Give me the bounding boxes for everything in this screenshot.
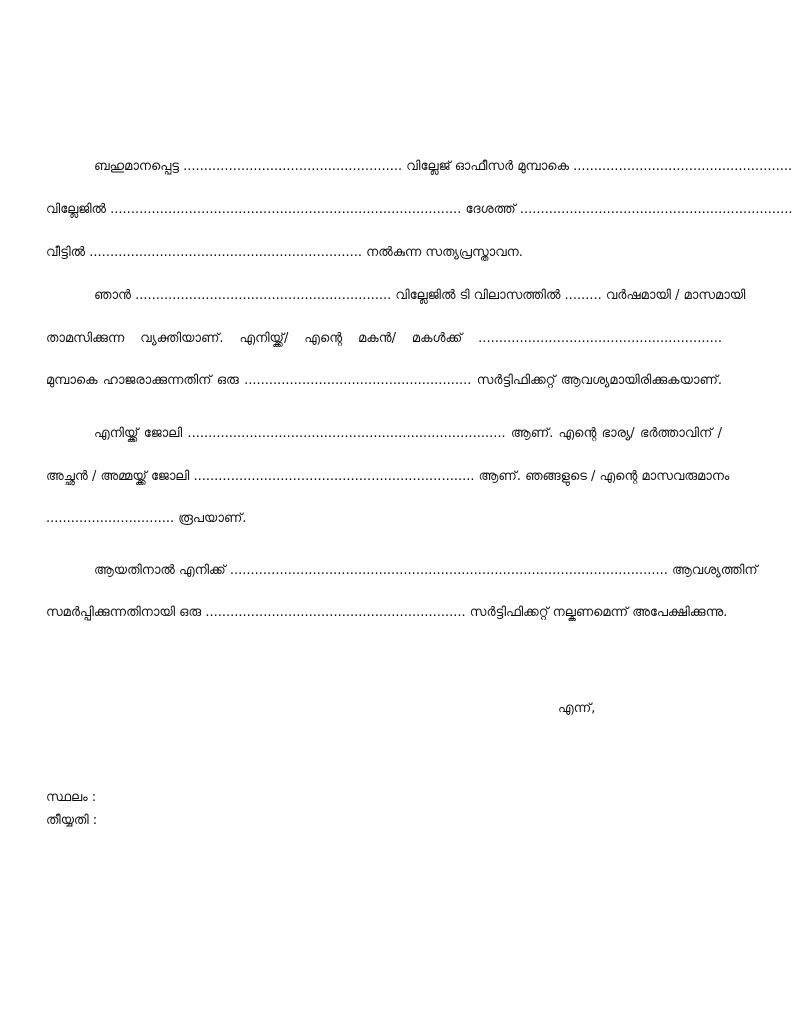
place-label: സ്ഥലം : <box>46 790 97 805</box>
letter-line-certificate-need: മുമ്പാകെ ഹാജരാക്കുന്നതിന് ഒരു ....................................................... സർട്ടിഫിക്കറ്റ് ആവശ്യമായിരിക്കുകയാണ്. <box>46 373 722 388</box>
signoff: എന്ന്, <box>558 701 596 716</box>
letter-line-income: ............................... രൂപയാണ്. <box>46 511 247 526</box>
letter-line-addressee: ബഹുമാനപ്പെട്ട ..................................................... വില്ലേജ് ഓഫീസർ മുമ്പാകെ ..................................................... <box>94 159 793 174</box>
letter-line-village: വില്ലേജിൽ ..................................................................................... ദേശത്ത് .................................................................. <box>46 202 793 217</box>
date-label: തീയ്യതി : <box>46 813 98 828</box>
letter-line-resident-person: താമസിക്കുന്ന വ്യക്തിയാണ്. എനിയ്ക്ക്/ എന്റെ മകൻ/ മകൾക്ക് ........................................................... <box>46 331 722 346</box>
letter-line-purpose: ആയതിനാൽ എനിക്ക് .......................................................................................................... ആവശ്യത്തിന് <box>94 563 758 578</box>
letter-line-request: സമർപ്പിക്കുന്നതിനായി ഒരു ............................................................... സർട്ടിഫിക്കറ്റ് നല്കണമെന്ന് അപേക്ഷിക്കുന്നു. <box>46 605 728 620</box>
letter-line-parent-occupation: അച്ഛൻ / അമ്മയ്ക്ക് ജോലി .................................................................... ആണ്. ഞങ്ങളുടെ / എന്റെ മാസവരുമാനം <box>46 469 730 484</box>
letter-line-residence: ഞാൻ .............................................................. വില്ലേജിൽ ടി വിലാസത്തിൽ ......... വർഷമായി / മാസമായി <box>94 288 746 303</box>
letter-line-declaration: വീട്ടിൽ .................................................................. നൽകുന്ന സത്യപ്രസ്താവന. <box>46 245 523 260</box>
letter-line-occupation: എനിയ്ക്ക് ജോലി ............................................................................. ആണ്. എന്റെ ഭാര്യ/ ഭർത്താവിന് / <box>94 426 722 441</box>
